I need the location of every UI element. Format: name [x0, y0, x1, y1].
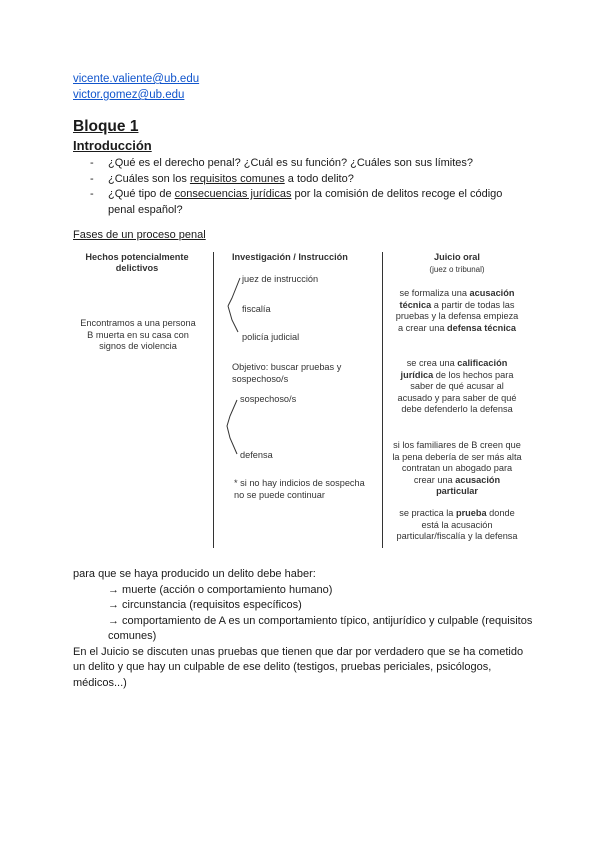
- col3-text: de los hechos para saber de qué acusar al acusado y para saber de qué debe defenderlo la defensa: [397, 369, 517, 414]
- notes-item: → circunstancia (requisitos específicos): [108, 599, 302, 611]
- col3-bold: acusación particular: [436, 474, 501, 496]
- col3-text: a partir de todas las pruebas y la defensa empieza a crear una: [395, 299, 519, 333]
- col3-text: se crea una: [406, 358, 458, 368]
- col2-objetivo: Objetivo: buscar pruebas y sospechoso/s: [232, 362, 342, 384]
- question-text: ¿Qué es el derecho penal? ¿Cuál es su función? ¿Cuáles son sus límites?: [108, 157, 474, 169]
- col3-bold: calificación jurídica: [400, 358, 508, 380]
- col3-paragraph-1: [392, 288, 522, 334]
- contact-emails: [73, 71, 199, 103]
- col2-item-policia: policía judicial: [242, 332, 300, 342]
- question-text: por la comisión de delitos recoge el código penal español?: [108, 188, 503, 216]
- process-diagram: [62, 248, 528, 554]
- col3-text: se practica la: [399, 508, 456, 518]
- highlight-term: requisitos comunes: [189, 172, 285, 185]
- highlight-term: consecuencias jurídicas: [174, 188, 292, 200]
- col2-item-sospechoso: sospechoso/s: [240, 394, 297, 404]
- col3-subtitle: (juez o tribunal): [429, 265, 485, 274]
- question-item: [90, 187, 510, 218]
- question-text: a todo delito?: [284, 172, 354, 185]
- question-text: ¿Cuáles son los: [108, 172, 190, 185]
- col3-text: se formaliza una: [399, 288, 470, 298]
- col3-text: si los familiares de B creen que la pena debería de ser más alta contratan un abogado para crear una: [392, 440, 522, 485]
- bottom-notes: [73, 567, 533, 691]
- col2-item-defensa: defensa: [240, 450, 273, 460]
- email-link-2[interactable]: victor.gomez@ub.edu: [73, 89, 185, 101]
- col3-bold: defensa técnica: [447, 322, 516, 333]
- question-list: [90, 156, 510, 218]
- notes-intro: para que se haya producido un delito debe haber:: [73, 568, 316, 580]
- question-item: [90, 172, 510, 188]
- col3-text: donde está la acusación particular/fiscalía y la defensa: [396, 508, 518, 541]
- col3-bold: acusación técnica: [399, 288, 515, 310]
- notes-paragraph: En el Juicio se discuten unas pruebas que tienen que dar por verdadero que se ha cometido un delito y que hay un culpable de ese delito (testigos, pruebas periciales, psicólogos, médicos...): [73, 645, 524, 689]
- email-link-1[interactable]: vicente.valiente@ub.edu: [73, 73, 200, 85]
- question-text: ¿Qué tipo de: [108, 188, 175, 200]
- fases-heading: Fases de un proceso penal: [73, 229, 206, 241]
- notes-item: → muerte (acción o comportamiento humano): [108, 583, 333, 596]
- col2-item-juez: juez de instrucción: [242, 274, 319, 284]
- col2-item-fiscalia: fiscalía: [242, 304, 271, 314]
- col3-paragraph-2: [392, 358, 522, 416]
- col1-text: Encontramos a una persona B muerta en su casa con signos de violencia: [80, 318, 196, 351]
- col2-title: Investigación / Instrucción: [232, 252, 348, 262]
- section-title: Introducción: [73, 138, 152, 153]
- col3-bold: prueba: [455, 508, 487, 518]
- col3-paragraph-3: [392, 440, 522, 498]
- col3-title: Juicio oral: [434, 252, 480, 262]
- block-title: Bloque 1: [73, 118, 139, 135]
- col2-note: * si no hay indicios de sospecha no se puede continuar: [234, 478, 365, 500]
- col1-title: Hechos potencialmente delictivos: [85, 252, 189, 273]
- question-item: [90, 156, 510, 172]
- col3-paragraph-4: [392, 508, 522, 543]
- notes-item: → comportamiento de A es un comportamiento típico, antijurídico y culpable (requisitos comunes): [108, 614, 533, 642]
